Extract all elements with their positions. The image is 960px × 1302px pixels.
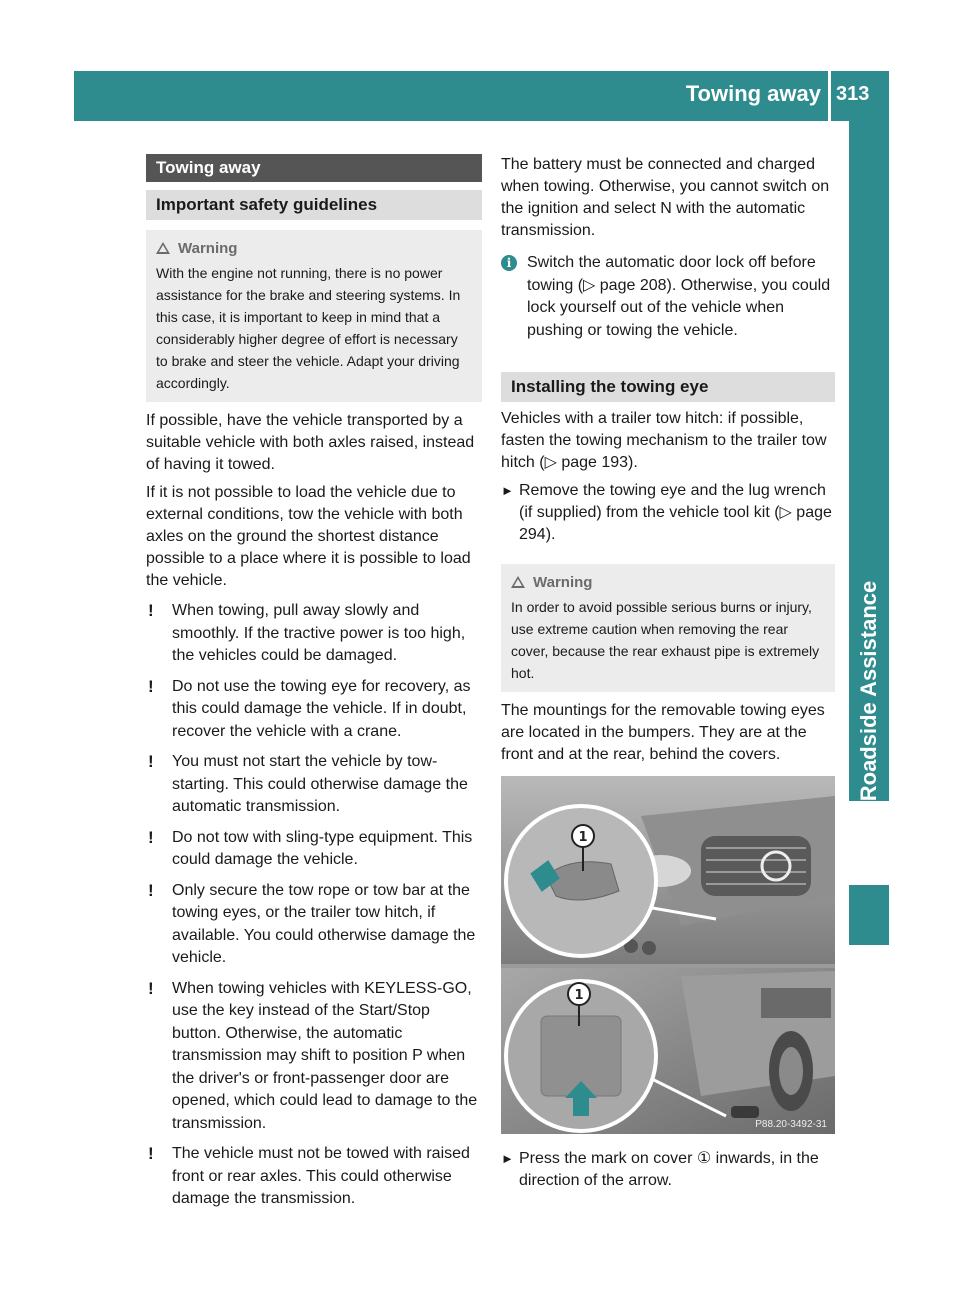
figure-caption: P88.20-3492-31 xyxy=(755,1119,827,1130)
info-note: i Switch the automatic door lock off before towing (▷ page 208). Otherwise, you could lock yourself out of the vehicle when pushing or towing the vehicle. xyxy=(501,252,835,342)
exclamation-icon: ! xyxy=(148,601,154,620)
note-item: ! When towing, pull away slowly and smoothly. If the tractive power is too high, the vehicles could be damaged. xyxy=(148,601,466,664)
warning-text: With the engine not running, there is no power assistance for the brake and steering systems. In this case, it is important to keep in mind that a considerably higher degree of effort is necessary to brake and steer the vehicle. Adapt your driving accordingly. xyxy=(156,265,461,391)
header-divider xyxy=(828,71,831,121)
paragraph: The battery must be connected and charged when towing. Otherwise, you cannot switch on the ignition and select N with the automatic transmission. xyxy=(501,156,830,239)
note-item: ! The vehicle must not be towed with raised front or rear axles. This could otherwise damage the transmission. xyxy=(148,1144,470,1207)
section-tab xyxy=(849,885,889,945)
warning-title: Warning xyxy=(178,240,238,257)
page-header xyxy=(74,71,889,121)
info-icon: i xyxy=(501,255,517,271)
exclamation-icon: ! xyxy=(148,1144,154,1163)
svg-text:1: 1 xyxy=(574,988,584,1003)
towing-eye-illustration xyxy=(501,776,835,1134)
warning-icon xyxy=(156,242,170,254)
paragraph: The mountings for the removable towing eyes are located in the bumpers. They are at the front and at the rear, behind the covers. xyxy=(501,702,825,763)
subsection-heading: Important safety guidelines xyxy=(146,190,482,220)
warning-box xyxy=(146,230,482,402)
page-number: 313 xyxy=(836,83,870,105)
exclamation-icon: ! xyxy=(148,880,154,900)
section-sidebar xyxy=(849,121,889,801)
exclamation-icon: ! xyxy=(148,676,154,696)
step-arrow-icon: ► xyxy=(501,1151,514,1166)
subsection-heading: Installing the towing eye xyxy=(501,372,835,402)
instruction-step: ► Remove the towing eye and the lug wrench (if supplied) from the vehicle tool kit (▷ page 294). xyxy=(501,482,832,543)
left-column xyxy=(146,154,482,1219)
note-item: ! When towing vehicles with KEYLESS-GO, use the key instead of the Start/Stop button. Otherwise, the automatic transmission may shift to position P when the driver's or front-passenger door are opened, which could lead to damage to the transmission. xyxy=(148,978,478,1132)
right-column xyxy=(501,154,835,1200)
warning-icon xyxy=(511,576,525,588)
step-arrow-icon: ► xyxy=(501,483,514,498)
paragraph: If it is not possible to load the vehicle due to external conditions, tow the vehicle with both axles on the ground the shortest distance possible to a place where it is possible to load the vehicle. xyxy=(146,484,471,589)
svg-text:1: 1 xyxy=(578,830,588,845)
paragraph: Vehicles with a trailer tow hitch: if possible, fasten the towing mechanism to the trailer tow hitch (▷ page 193). xyxy=(501,410,827,471)
section-label: Roadside Assistance xyxy=(856,580,881,802)
paragraph: If possible, have the vehicle transported by a suitable vehicle with both axles raised, instead of having it towed. xyxy=(146,412,475,473)
note-item: ! Do not tow with sling-type equipment. This could damage the vehicle. xyxy=(148,827,473,868)
note-item: ! Do not use the towing eye for recovery, as this could damage the vehicle. If in doubt, recover the vehicle with a crane. xyxy=(148,676,471,740)
car-bumper-image xyxy=(501,776,835,1134)
warning-title: Warning xyxy=(533,574,593,591)
note-item: ! You must not start the vehicle by tow-starting. This could otherwise damage the automatic transmission. xyxy=(148,752,468,815)
exclamation-icon: ! xyxy=(148,752,154,771)
instruction-step: ► Press the mark on cover ① inwards, in the direction of the arrow. xyxy=(501,1150,819,1189)
exclamation-icon: ! xyxy=(148,978,154,998)
section-heading: Towing away xyxy=(146,154,482,182)
note-item: ! Only secure the tow rope or tow bar at the towing eyes, or the trailer tow hitch, if available. You could otherwise damage the vehicle. xyxy=(148,880,476,966)
header-title: Towing away xyxy=(685,81,821,106)
warning-text: In order to avoid possible serious burns or injury, use extreme caution when removing the rear cover, because the rear exhaust pipe is extremely hot. xyxy=(511,599,820,681)
exclamation-icon: ! xyxy=(148,827,154,847)
warning-box xyxy=(501,564,835,692)
